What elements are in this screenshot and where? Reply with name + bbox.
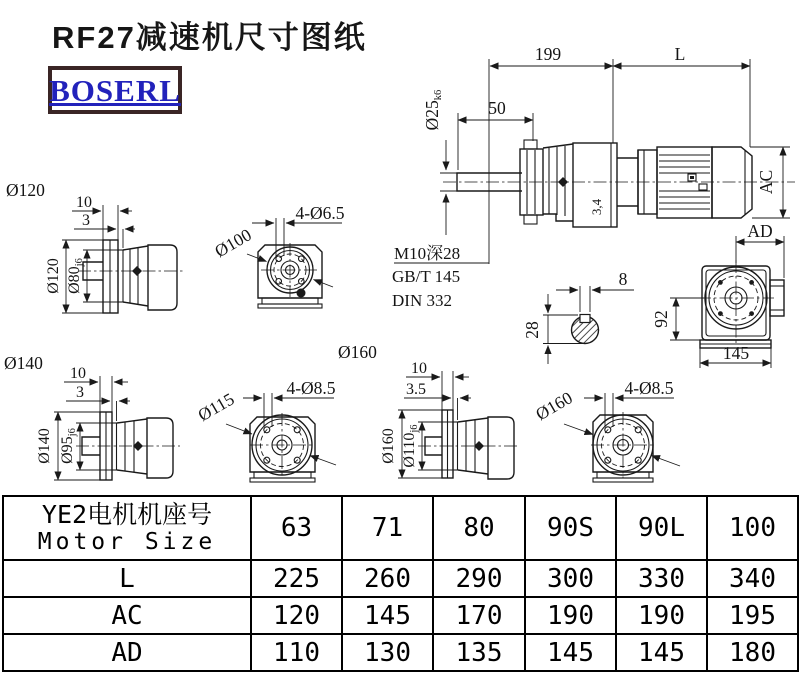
front-view-115 [194,378,336,482]
dim-shaft-diameter: Ø25k6 [422,89,444,131]
flange140-dim-10: 10 [70,365,86,382]
AC-value: 120 [251,597,342,634]
AD-value: 180 [707,634,798,671]
dimension-table [2,495,799,672]
flange160-od: Ø160 [380,428,397,464]
dim-145: 145 [722,343,750,363]
table-row-AC [3,597,798,634]
L-value: 300 [525,560,616,597]
dim-92: 92 [651,310,671,328]
front-view-100 [211,203,345,308]
L-value: 225 [251,560,342,597]
flange140-od: Ø140 [36,428,53,464]
AD-value: 130 [342,634,433,671]
brand-logo-text: BOSERL [49,72,181,108]
row-label-AD: AD [3,634,251,671]
gearbox-housing [543,143,617,227]
main-assembly-view [422,44,795,264]
page-title: RF27减速机尺寸图纸 [52,20,367,55]
flange160-dim-10: 10 [411,360,427,377]
flange160-spigot: Ø110j6 [401,424,420,468]
flange120-od: Ø120 [45,258,62,294]
keyway-slot [580,315,590,323]
front-view-160 [532,378,680,482]
flange-view-140 [4,353,180,480]
flange-view-120 [6,180,183,313]
gear-stage-mark: 3,4 [589,198,604,216]
motor-body [617,147,752,218]
table-header-cn: YE2电机机座号 [41,499,213,529]
motor-fan-cover [712,147,752,218]
table-header-motor-size [3,496,251,560]
L-value: 330 [616,560,707,597]
AC-value: 145 [342,597,433,634]
flange160-dim-3-5: 3.5 [406,381,426,398]
oil-plug-marker [558,177,568,187]
dim-key-height: 28 [522,321,542,339]
AD-value: 145 [616,634,707,671]
L-value: 340 [707,560,798,597]
table-header-en: Motor Size [37,528,217,555]
motor-rear-view [651,221,784,368]
thread-note-block [392,244,489,310]
front100-shaded-hole [297,289,306,298]
motor-size-80: 80 [433,496,525,560]
dim-50: 50 [488,98,506,118]
table-row-L [3,560,798,597]
row-label-L: L [3,560,251,597]
motor-size-90l: 90L [616,496,707,560]
flange120-spigot: Ø80j6 [66,258,85,294]
AC-value: 195 [707,597,798,634]
standard-gb: GB/T 145 [392,267,461,286]
dim-AC: AC [756,169,776,195]
flange140-spigot: Ø95j6 [59,428,78,464]
table-header-row [3,496,798,560]
flange140-title: Ø140 [4,353,43,373]
front115-bolt-holes-label: 4-Ø8.5 [286,378,336,398]
flange160-title: Ø160 [338,342,377,362]
flange140-dim-3: 3 [76,384,84,401]
AC-value: 190 [616,597,707,634]
front100-bolt-holes-label: 4-Ø6.5 [295,203,345,223]
flange120-dim-3: 3 [82,212,90,229]
flange160-gearbox [458,417,514,479]
L-value: 290 [433,560,525,597]
AD-value: 145 [525,634,616,671]
standard-din: DIN 332 [392,291,452,310]
dim-199: 199 [534,44,562,64]
flange120-title: Ø120 [6,180,45,200]
dim-AD: AD [747,221,773,241]
flange120-dim-10: 10 [76,194,92,211]
AD-value: 135 [433,634,525,671]
AC-value: 170 [433,597,525,634]
front100-bolt-circle-label: Ø100 [211,224,255,262]
table-row-AD [3,634,798,671]
front160-bolt-holes-label: 4-Ø8.5 [624,378,674,398]
shaft-key-section [522,269,634,364]
motor-size-63: 63 [251,496,342,560]
front115-bolt-circle-label: Ø115 [194,388,238,426]
thread-note: M10深28 [394,244,461,263]
L-value: 260 [342,560,433,597]
AD-value: 110 [251,634,342,671]
flange140-gearbox [117,418,173,478]
front160-bolt-circle-label: Ø160 [532,387,576,425]
flange-view-160 [338,342,520,479]
flange120-gearbox [123,245,177,310]
dim-L: L [674,44,686,64]
AC-value: 190 [525,597,616,634]
motor-size-90s: 90S [525,496,616,560]
row-label-AC: AC [3,597,251,634]
dim-key-width: 8 [618,269,628,289]
motor-size-100: 100 [707,496,798,560]
motor-size-71: 71 [342,496,433,560]
